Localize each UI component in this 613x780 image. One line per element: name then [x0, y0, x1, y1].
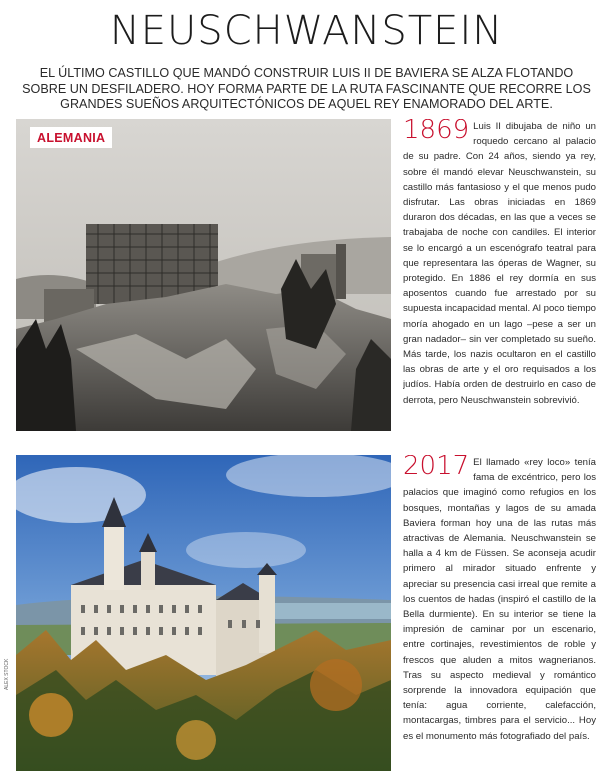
historic-castle-photo	[16, 119, 391, 431]
modern-castle-photo	[16, 455, 391, 771]
section-1869	[403, 119, 596, 437]
page-title: NEUSCHWANSTEIN	[109, 8, 504, 54]
section-2017	[403, 455, 596, 773]
section-2017-text: El llamado «rey loco» tenía fama de excéntrico, pero los palacios que imaginó como refugios en los bosques, montañas y lagos de su amada Baviera forman hoy una de las rutas más atractivas de Alemania. Neuschwanstein se halla a 4 km de Füssen. Se aconseja acudir primero al mirador situado enfrente y apreciar su presencia casi irreal que remite a los cuentos de hadas (inspiró el castillo de la Bella durmiente). En su interior se tiene la impresión de caminar por un escenario, entre cortinajes, revestimientos de roble y frescos que aluden a mitos wagnerianos. Tras su aspecto medieval y romántico sorprende la innovadora equipación que tenía: agua corriente, calefacción, montacargas, timbres para el servicio... Hoy es el monumento más fotografiado del país.	[403, 457, 596, 742]
country-badge: ALEMANIA	[30, 127, 112, 148]
page-subtitle: EL ÚLTIMO CASTILLO QUE MANDÓ CONSTRUIR LUIS II DE BAVIERA SE ALZA FLOTANDO SOBRE UN DESFILADERO. HOY FORMA PARTE DE LA RUTA FASCINANTE QUE RECORRE LOS GRANDES SUEÑOS ARQUITECTÓNICOS DE AQUEL REY ENAMORADO DEL ARTE.	[22, 66, 591, 111]
year-1869: 1869	[403, 119, 470, 145]
year-2017: 2017	[403, 455, 470, 481]
photo-credit: ALEX STOCK	[4, 658, 10, 690]
section-1869-text: Luis II dibujaba de niño un roquedo cercano al palacio de su padre. Con 24 años, siendo ya rey, sobre él mandó elevar Neuschwanstein, su castillo más fantasioso y el que menos pudo disfrutar. Las obras iniciadas en 1869 duraron dos décadas, en las que a veces se trabajaba de noche con candiles. El interior se lo encargó a un escenógrafo teatral para que representara las óperas de Wagner, su protegido. En 1886 el rey dormía en sus aposentos cuando fue arrestado por su supuesta incapacidad mental. Al poco tiempo moría ahogado en un lago –pese a ser un gran nadador– sin ver completado su sueño. Más tarde, los nazis ocultaron en el castillo las obras de arte y el oro requisados a los judíos. Había orden de destruirlo en caso de derrota, pero Neuschwanstein sobrevivió.	[403, 121, 596, 406]
